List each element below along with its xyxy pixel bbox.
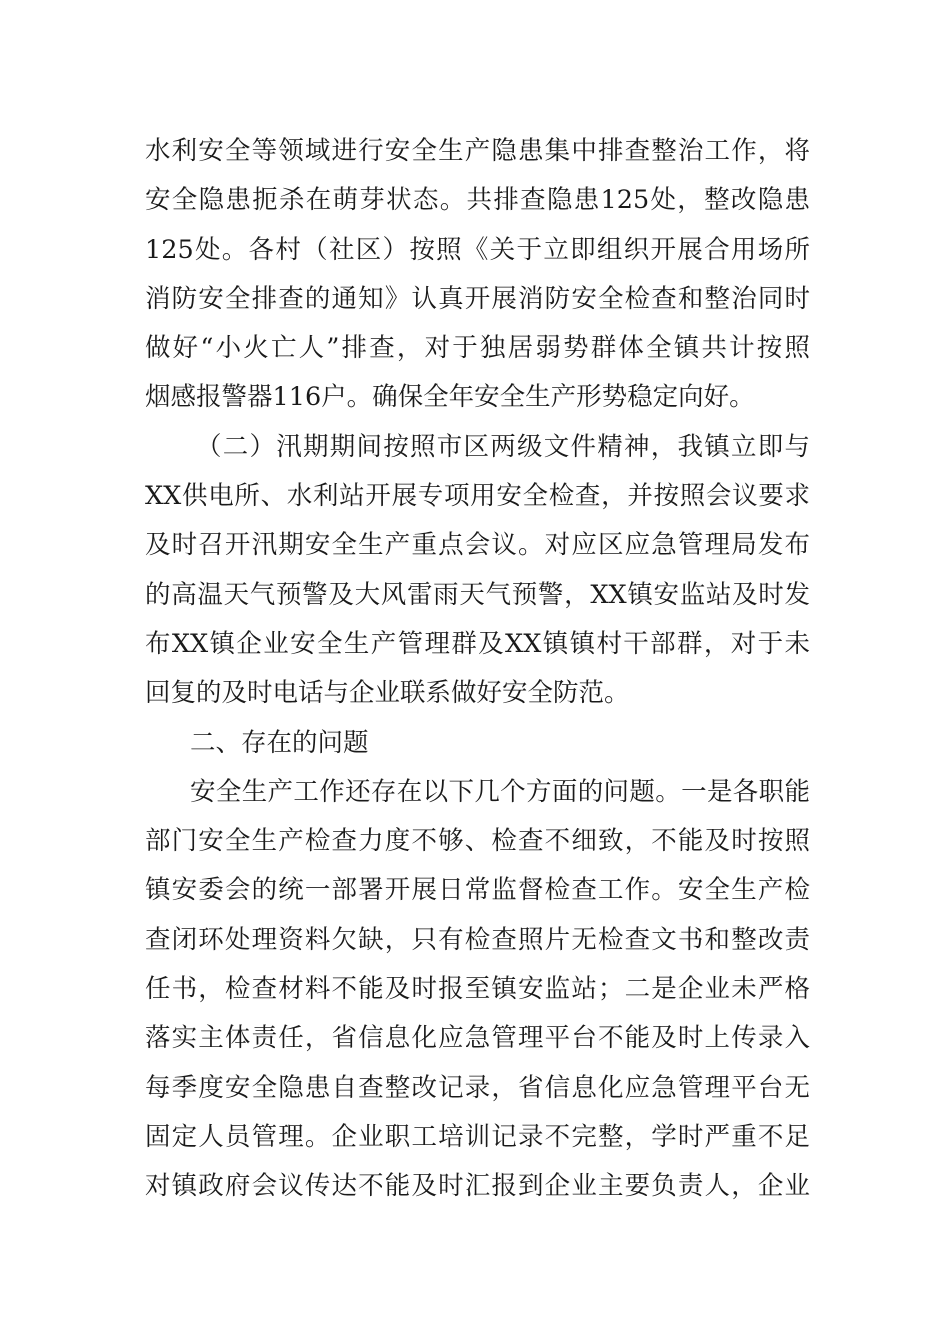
paragraph-line: 安全生产工作还存在以下几个方面的问题。一是各职能 [190, 776, 810, 807]
paragraph-line: 回复的及时电话与企业联系做好安全防范。 [145, 678, 630, 709]
paragraph-line: 查闭环处理资料欠缺，只有检查照片无检查文书和整改责 [145, 924, 810, 955]
paragraph-line: XX供电所、水利站开展专项用安全检查，并按照会议要求 [145, 481, 810, 512]
section-heading [145, 719, 810, 768]
paragraph-line: 任书，检查材料不能及时报至镇安监站；二是企业未严格 [145, 974, 810, 1005]
paragraph-2 [145, 423, 810, 719]
paragraph-line: 水利安全等领域进行安全生产隐患集中排查整治工作，将 [145, 136, 810, 166]
paragraph-line: 做好“小火亡人”排查，对于独居弱势群体全镇共计按照 [145, 333, 810, 364]
paragraph-3 [145, 768, 810, 1212]
paragraph-line: 布XX镇企业安全生产管理群及XX镇镇村干部群，对于未 [145, 628, 810, 659]
paragraph-line: 对镇政府会议传达不能及时汇报到企业主要负责人，企业 [145, 1171, 810, 1202]
paragraph-line: 每季度安全隐患自查整改记录，省信息化应急管理平台无 [145, 1072, 810, 1103]
paragraph-line: 安全隐患扼杀在萌芽状态。共排查隐患125处，整改隐患 [145, 185, 810, 216]
paragraph-line: 消防安全排查的通知》认真开展消防安全检查和整治同时 [145, 283, 810, 314]
paragraph-line: 部门安全生产检查力度不够、检查不细致，不能及时按照 [145, 826, 810, 857]
paragraph-line: 烟感报警器116户。确保全年安全生产形势稳定向好。 [145, 382, 755, 413]
paragraph-line: 125处。各村（社区）按照《关于立即组织开展合用场所 [145, 234, 810, 265]
paragraph-line: 的高温天气预警及大风雷雨天气预警，XX镇安监站及时发 [145, 579, 810, 610]
paragraph-line: 落实主体责任，省信息化应急管理平台不能及时上传录入 [145, 1023, 810, 1054]
paragraph-line: 及时召开汛期安全生产重点会议。对应区应急管理局发布 [145, 530, 810, 561]
document-body [145, 127, 810, 1212]
section-heading-text: 二、存在的问题 [190, 727, 369, 758]
paragraph-line: 镇安委会的统一部署开展日常监督检查工作。安全生产检 [145, 875, 810, 906]
paragraph-line: 固定人员管理。企业职工培训记录不完整，学时严重不足 [145, 1121, 810, 1152]
paragraph-line: （二）汛期期间按照市区两级文件精神，我镇立即与 [196, 431, 810, 462]
paragraph-1 [145, 127, 810, 423]
